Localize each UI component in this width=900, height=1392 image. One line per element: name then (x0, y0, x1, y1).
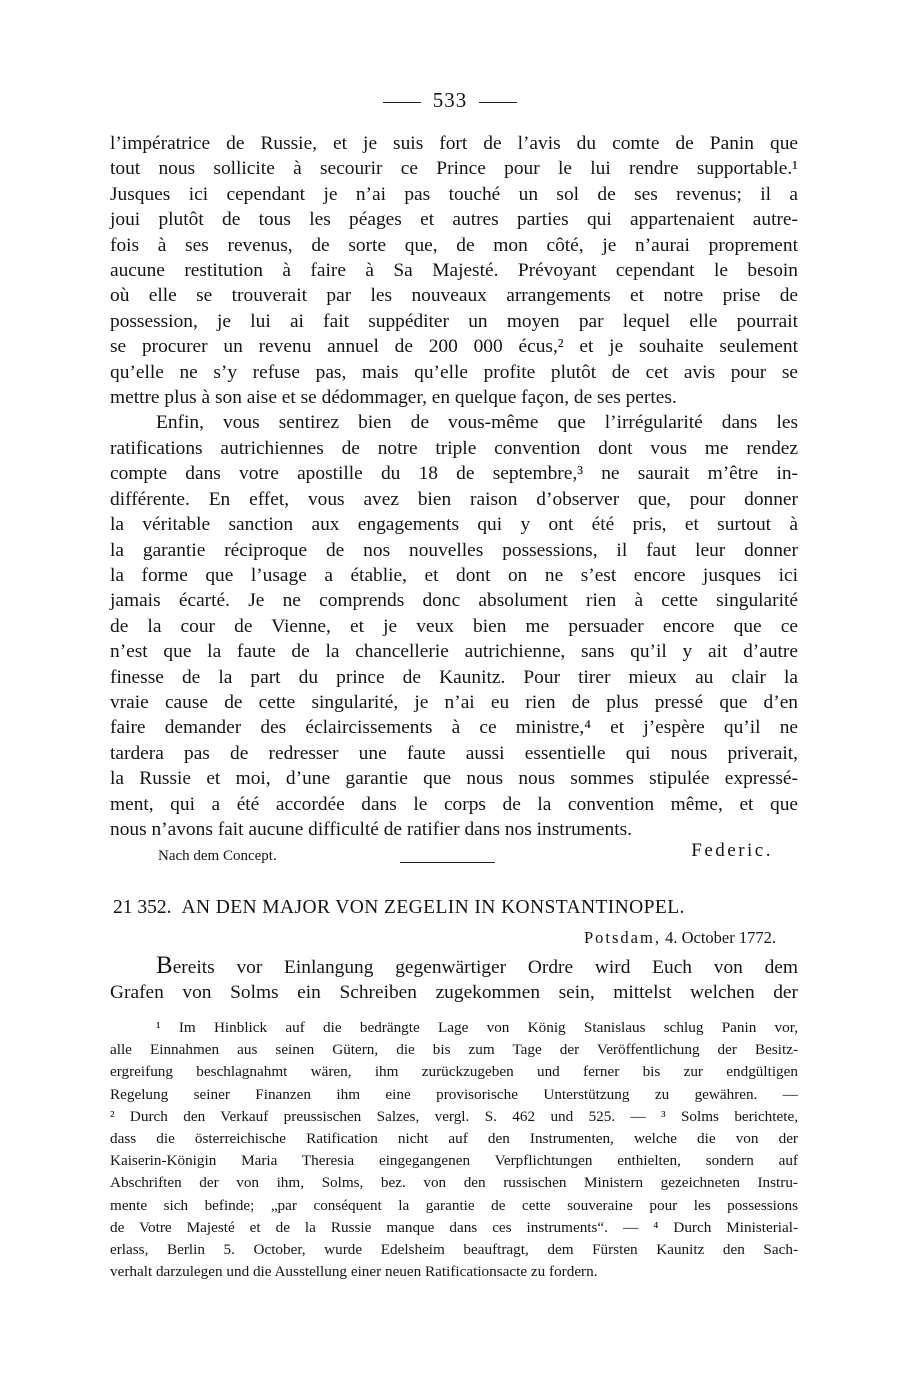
letter-line: Grafen von Solms ein Schreiben zugekommen sein, mittelst welchen der (110, 982, 798, 1004)
footnote-line: dass die österreichische Ratification nicht auf den Instrumenten, welche die von der (110, 1130, 798, 1148)
body-line: compte dans votre apostille du 18 de septembre,³ ne saurait m’être in- (110, 463, 798, 485)
footnote-line: verhalt darzulegen und die Ausstellung einer neuen Ratificationsacte zu fordern. (110, 1263, 598, 1281)
body-line: vraie cause de cette singularité, je n’ai eu rien de plus pressé que d’en (110, 691, 798, 713)
source-note: Nach dem Concept. (158, 848, 277, 864)
letter-line: Bereits vor Einlangung gegenwärtiger Ordre wird Euch von dem (156, 952, 798, 979)
body-line: l’impératrice de Russie, et je suis fort de l’avis du comte de Panin que (110, 133, 798, 154)
body-line: mettre plus à son aise et se dédommager, en quelque façon, de ses pertes. (110, 387, 677, 409)
letter-place: Potsdam, (584, 928, 661, 947)
body-line-paragraph-start: Enfin, vous sentirez bien de vous-même que l’irrégularité dans les (156, 412, 798, 434)
signature-rule (400, 862, 495, 863)
body-line: où elle se trouverait par les nouveaux arrangements et notre prise de (110, 285, 798, 307)
body-line: possession, je lui ai fait suppéditer un moyen par lequel elle pourrait (110, 310, 798, 332)
footnote-line: mente sich befinde; „par conséquent la garantie de cette souveraine pour les possessions (110, 1196, 798, 1214)
body-line: tardera pas de redresser une faute aussi essentielle qui nous priverait, (110, 742, 798, 764)
letter-heading (113, 897, 801, 919)
body-line: la Russie et moi, d’une garantie que nous nous sommes stipulée expressé- (110, 768, 798, 790)
header-dash-left (383, 102, 421, 103)
letter-title: AN DEN MAJOR VON ZEGELIN IN KONSTANTINOPEL. (181, 897, 685, 918)
header-dash-right (479, 102, 517, 103)
footnote-line: erlass, Berlin 5. October, wurde Edelsheim beauftragt, dem Fürsten Kaunitz den Sach- (110, 1241, 798, 1259)
footnote-line: Abschriften der von ihm, Solms, bez. von den russischen Ministern gezeichneten Instru- (110, 1174, 798, 1192)
body-line: fois à ses revenus, de sorte que, de mon côté, je n’aurai proprement (110, 234, 798, 256)
body-line: qu’elle ne s’y refuse pas, mais qu’elle profite plutôt de cet avis pour se (110, 361, 798, 383)
letter-opening-text (110, 953, 798, 1006)
body-line: finesse de la part du prince de Kaunitz. Pour tirer mieux au clair la (110, 666, 798, 688)
body-line: n’est que la faute de la chancellerie autrichienne, sans qu’il y ait d’autre (110, 641, 798, 663)
page-number-header (0, 88, 900, 113)
body-line: la véritable sanction aux engagements qui y ont été pris, et surtout à (110, 514, 798, 536)
letter-body-text (110, 131, 798, 842)
body-line: la garantie réciproque de nos nouvelles possessions, il faut leur donner (110, 539, 798, 561)
letter-date: 4. October 1772. (665, 928, 776, 947)
body-line: faire demander des éclaircissements à ce ministre,⁴ et j’espère qu’il ne (110, 717, 798, 739)
signature: Federic. (691, 840, 773, 861)
footnote-line: ² Durch den Verkauf preussischen Salzes, vergl. S. 462 und 525. — ³ Solms berichtete, (110, 1107, 798, 1125)
page-number: 533 (432, 88, 468, 112)
body-line: nous n’avons fait aucune difficulté de ratifier dans nos instruments. (110, 818, 632, 840)
footnote-line: de Votre Majesté et de la Russie manque dans ces instruments“. — ⁴ Durch Ministerial- (110, 1218, 798, 1236)
footnote-line: Regelung seiner Finanzen ihm eine provisorische Unterstützung zu gewähren. — (110, 1085, 798, 1103)
body-line: de la cour de Vienne, et je veux bien me persuader encore que ce (110, 615, 798, 637)
footnote-line: ergreifung beschlagnahmt wären, ihm zurückzugeben und ferner bis zur endgültigen (110, 1063, 798, 1081)
body-line: ratifications autrichiennes de notre triple convention dont vous me rendez (110, 437, 798, 459)
body-line: aucune restitution à faire à Sa Majesté. Prévoyant cependant le besoin (110, 260, 798, 282)
body-line: jamais écarté. Je ne comprends donc absolument rien à cette singularité (110, 590, 798, 612)
footnote-line: ¹ Im Hinblick auf die bedrängte Lage von König Stanislaus schlug Panin vor, (156, 1019, 798, 1036)
body-line: Jusques ici cependant je n’ai pas touché un sol de ses revenus; il a (110, 183, 798, 205)
body-line: la forme que l’usage a établie, et dont on ne s’est encore jusques ici (110, 564, 798, 586)
footnote-line: Kaiserin-Königin Maria Theresia eingegangenen Verpflichtungen enthielten, sondern auf (110, 1152, 798, 1170)
body-line: se procurer un revenu annuel de 200 000 écus,² et je souhaite seulement (110, 336, 798, 358)
signature-row (110, 840, 798, 866)
letter-number: 21 352. (113, 897, 172, 918)
footnotes (110, 1017, 798, 1283)
body-line: joui plutôt de tous les péages et autres parties qui appartenaient autre- (110, 209, 798, 231)
letter-dateline (584, 928, 776, 948)
footnote-line: alle Einnahmen aus seinen Gütern, die bis zum Tage der Veröffentlichung der Besitz- (110, 1041, 798, 1059)
body-line: différente. En effet, vous avez bien raison d’observer que, pour donner (110, 488, 798, 510)
body-line: tout nous sollicite à secourir ce Prince pour le lui rendre supportable.¹ (110, 158, 798, 180)
body-line: ment, qui a été accordée dans le corps de la convention même, et que (110, 793, 798, 815)
